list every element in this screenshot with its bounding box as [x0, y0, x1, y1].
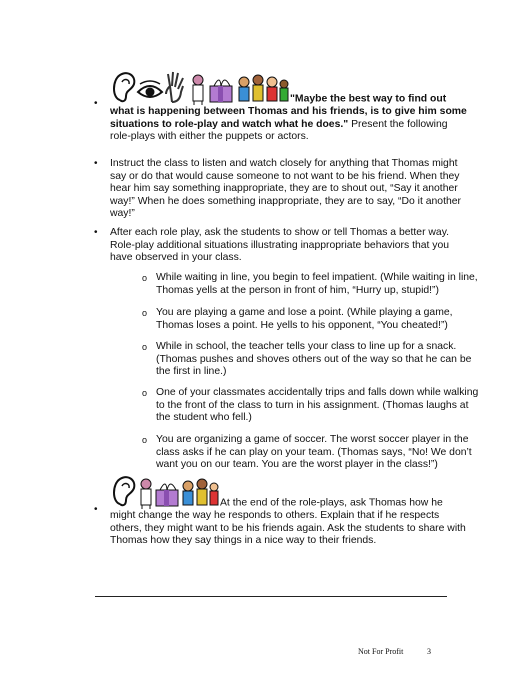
bullet-text: At the end of the role-plays, ask Thomas how he might change the way he responds to others. Explain that if he respects others, they might want to be his friends again. Ask the students to share with Thomas how they say things in a nice way to their friends.	[110, 497, 466, 547]
sub-marker: o	[142, 273, 148, 283]
puppet-icon	[193, 75, 203, 105]
bullet-after-role-play	[94, 227, 470, 265]
sub-marker: o	[142, 435, 148, 445]
page-number: 3	[427, 647, 431, 656]
bullet-marker: •	[94, 227, 98, 238]
bullet-marker: •	[94, 504, 98, 515]
situation-text: You are organizing a game of soccer. The worst soccer player in the class asks if he can play on your team. (Thomas says, “No! We don’t want you on our team. You are the worst player in the class!”)	[156, 434, 472, 471]
bullet-instruct-class	[94, 158, 470, 221]
bullet-role-play-intro	[94, 70, 470, 144]
bullet-marker: •	[94, 158, 98, 169]
situation-text: One of your classmates accidentally trips and falls down while walking to the front of the class to turn in his assignment. (Thomas laughs at the student who fell.)	[156, 387, 479, 424]
situation-item	[142, 387, 482, 425]
bullet-text: Instruct the class to listen and watch closely for anything that Thomas might say or do that would cause someone to not want to be his friend. When they hear him say something inappropriate, they are to shout out, “Say it another way!” When he does something inappropriate, they are to say, “Do it another way!”	[110, 158, 461, 220]
hand-icon	[166, 72, 183, 102]
eye-icon	[138, 81, 162, 97]
group-of-children-icon	[239, 75, 288, 101]
sub-marker: o	[142, 388, 148, 398]
bullet-marker: •	[94, 98, 98, 109]
icon-strip	[110, 474, 220, 510]
situation-item	[142, 434, 482, 472]
icon-strip	[110, 70, 290, 106]
situation-item	[142, 272, 482, 297]
bullet-text: After each role play, ask the students to show or tell Thomas a better way. Role-play additional situations illustrating inappropriate behaviors that you have observed in your class.	[110, 227, 450, 264]
bullet-bold-text: "Maybe the best way to find out what is happening between Thomas and his friends, is to give him some situations to role-play and watch what he does."	[110, 93, 467, 130]
bullet-end-of-role-plays	[94, 474, 470, 548]
ear-icon	[114, 73, 134, 101]
ear-icon	[114, 477, 134, 505]
situation-item	[142, 307, 482, 332]
group-of-children-icon	[183, 479, 218, 505]
sub-marker: o	[142, 342, 148, 352]
gift-box-icon	[210, 80, 232, 102]
footer-text: Not For Profit	[358, 647, 404, 656]
gift-box-icon	[156, 484, 178, 506]
footer-divider	[95, 596, 447, 597]
situation-item	[142, 341, 482, 379]
sub-marker: o	[142, 308, 148, 318]
situation-text: While in school, the teacher tells your class to line up for a snack. (Thomas pushes and shoves others out of the way so that he can be the first in line.)	[156, 341, 472, 378]
situation-text: You are playing a game and lose a point. (While playing a game, Thomas loses a point. He yells to his opponent, “You cheated!”)	[156, 307, 453, 331]
bullet-text: Present the following role-plays with either the puppets or actors.	[110, 118, 448, 143]
situation-text: While waiting in line, you begin to feel impatient. (While waiting in line, Thomas yells at the person in front of him, “Hurry up, stupid!”)	[156, 272, 478, 296]
puppet-icon	[141, 479, 151, 509]
